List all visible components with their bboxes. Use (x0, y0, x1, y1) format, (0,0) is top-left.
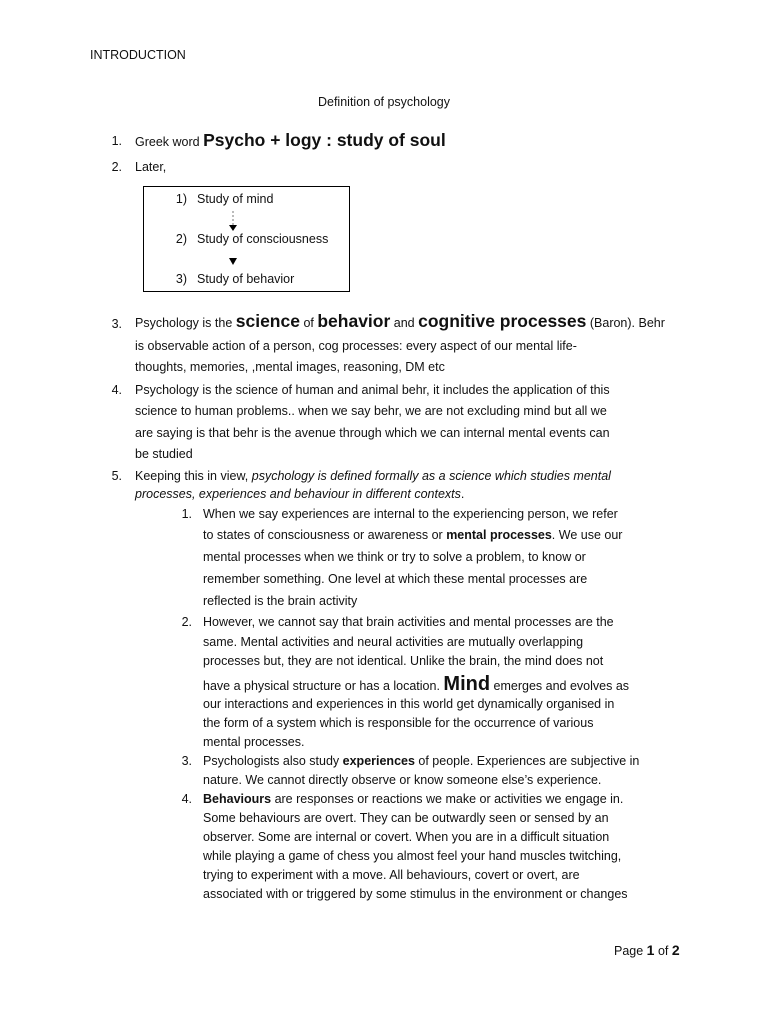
item3-text: of (299, 316, 318, 330)
item1-prefix: Greek word (135, 135, 204, 149)
sub2-line: mental processes. (203, 735, 305, 749)
sublist-item-number: 4. (181, 792, 192, 806)
sub2-text: emerges and evolves as (490, 679, 630, 693)
item3-text: and (390, 316, 419, 330)
flow-step-number: 2) (175, 232, 187, 246)
sub4-line (203, 792, 623, 806)
sub4-line: Some behaviours are overt. They can be outwardly seen or sensed by an (203, 811, 609, 825)
list-item-3-line-2: is observable action of a person, cog processes: every aspect of our mental life- (135, 339, 577, 353)
item3-text: (Baron). Behr (586, 316, 665, 330)
list-item-1 (135, 130, 446, 151)
sub4-line: associated with or triggered by some stimulus in the environment or changes (203, 887, 628, 901)
page-number (614, 942, 680, 958)
sublist-item-number: 1. (181, 507, 192, 521)
list-item-4-line-2: science to human problems.. when we say behr, we are not excluding mind but all we (135, 404, 607, 418)
flow-step-label: Study of behavior (197, 272, 295, 286)
item5-lead: Keeping this in view, (135, 469, 252, 483)
list-item-number: 5. (111, 469, 122, 483)
sub4-bold: Behaviours (203, 792, 272, 806)
sub2-line: processes but, they are not identical. Unlike the brain, the mind does not (203, 654, 604, 668)
item5-italic: psychology is defined formally as a science which studies mental (251, 469, 611, 483)
sub4-line: trying to experiment with a move. All behaviours, covert or overt, are (203, 868, 580, 882)
list-item-number: 1. (111, 134, 122, 148)
sub1-text: to states of consciousness or awareness or (203, 528, 447, 542)
sub2-line: the form of a system which is responsible for the occurrence of various (203, 716, 594, 730)
sublist-item-number: 2. (181, 615, 192, 629)
sub2-keyword-mind: Mind (443, 673, 491, 695)
sub1-text: . We use our (551, 528, 623, 542)
item5-italic: processes, experiences and behaviour in different contexts (135, 487, 461, 501)
sub3-text: Psychologists also study (203, 754, 343, 768)
list-item-4-line-1: Psychology is the science of human and animal behr, it includes the application of this (135, 383, 610, 397)
sublist-item-number: 3. (181, 754, 192, 768)
sub3-bold: experiences (342, 754, 415, 768)
list-item-4-line-3: are saying is that behr is the avenue through which we can internal mental events can (135, 426, 610, 440)
list-item-5-line-1 (135, 469, 611, 483)
sub2-line: our interactions and experiences in this world get dynamically organised in (203, 697, 615, 711)
list-item-number: 4. (111, 383, 122, 397)
item3-text: Psychology is the (135, 316, 236, 330)
sub3-line: nature. We cannot directly observe or know someone else’s experience. (203, 773, 602, 787)
item3-keyword-cognitive: cognitive processes (418, 311, 587, 331)
sub1-line: When we say experiences are internal to the experiencing person, we refer (203, 507, 618, 521)
section-header: INTRODUCTION (90, 48, 186, 62)
sub4-line: observer. Some are internal or covert. When you are in a difficult situation (203, 830, 610, 844)
sub2-line: However, we cannot say that brain activities and mental processes are the (203, 615, 614, 629)
sub1-line (203, 528, 622, 542)
flow-diagram-box (143, 186, 350, 292)
total-pages: 2 (671, 942, 680, 958)
sub2-line (203, 673, 629, 696)
sub2-text: have a physical structure or has a location. (203, 679, 444, 693)
sub2-line: same. Mental activities and neural activities are mutually overlapping (203, 635, 584, 649)
list-item-5-line-2 (135, 487, 464, 501)
sub1-line: reflected is the brain activity (203, 594, 358, 608)
flow-step-number: 1) (175, 192, 187, 206)
sub1-line: mental processes when we think or try to solve a problem, to know or (203, 550, 586, 564)
page-title: Definition of psychology (317, 95, 451, 109)
list-item-3-line-1 (135, 311, 665, 332)
arrow-down-icon (226, 211, 240, 233)
list-item-2: Later, (135, 160, 167, 174)
item5-end: . (460, 487, 465, 501)
list-item-4-line-4: be studied (135, 447, 193, 461)
flow-step-label: Study of mind (197, 192, 274, 206)
item1-emphasis: Psycho + logy : study of soul (203, 130, 446, 150)
sub1-line: remember something. One level at which these mental processes are (203, 572, 588, 586)
page-label: Page (614, 944, 647, 958)
list-item-number: 3. (111, 317, 122, 331)
flow-step-number: 3) (175, 272, 187, 286)
list-item-number: 2. (111, 160, 122, 174)
sub3-text: of people. Experiences are subjective in (414, 754, 640, 768)
item3-keyword-science: science (235, 311, 300, 331)
flow-step-label: Study of consciousness (197, 232, 329, 246)
of-label: of (654, 944, 672, 958)
sub4-text: are responses or reactions we make or activities we engage in. (271, 792, 624, 806)
current-page: 1 (646, 942, 655, 958)
list-item-3-line-3: thoughts, memories, ,mental images, reasoning, DM etc (135, 360, 445, 374)
sub4-line: while playing a game of chess you almost feel your hand muscles twitching, (203, 849, 622, 863)
arrow-down-icon (226, 252, 240, 270)
item3-keyword-behavior: behavior (317, 311, 391, 331)
sub3-line (203, 754, 639, 768)
sub1-bold: mental processes (446, 528, 552, 542)
